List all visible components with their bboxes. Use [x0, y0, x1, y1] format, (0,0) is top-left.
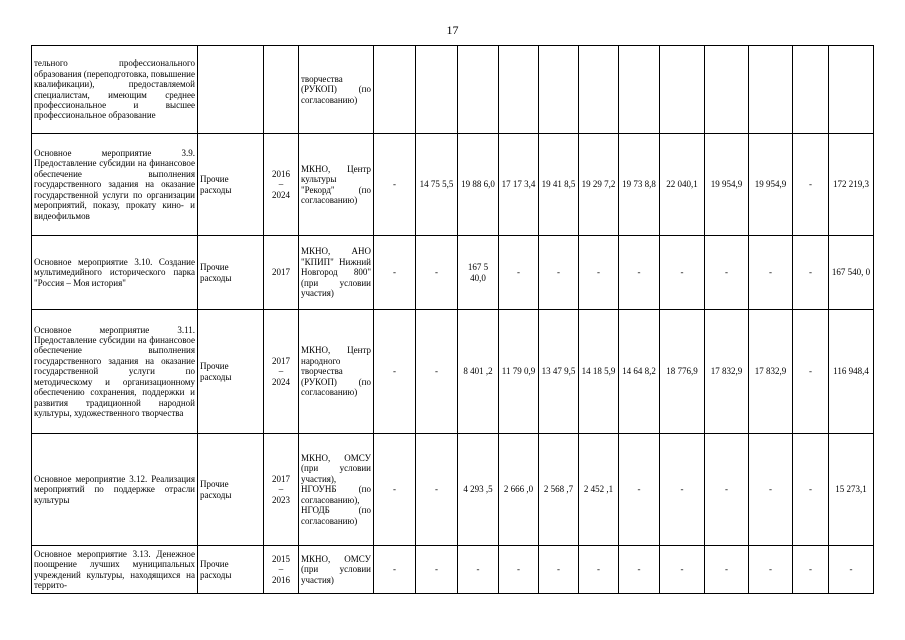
- funding-source-cell: [198, 46, 264, 134]
- funding-value-cell: -: [374, 546, 416, 594]
- funding-value-cell: 17 832,9: [749, 310, 793, 434]
- funding-source-cell: Прочие расходы: [198, 434, 264, 546]
- funding-value-cell: [539, 46, 579, 134]
- years-cell: [264, 434, 299, 546]
- funding-value-cell: 8 401 ,2: [458, 310, 499, 434]
- funding-value-cell: -: [539, 236, 579, 310]
- year-line: 2024: [272, 189, 290, 200]
- funding-value-cell: [416, 46, 458, 134]
- funding-value-cell: -: [374, 236, 416, 310]
- funding-value-cell: -: [660, 546, 705, 594]
- funding-value-cell: -: [793, 236, 829, 310]
- funding-value-cell: 167 5 40,0: [458, 236, 499, 310]
- year-line: –: [278, 484, 284, 495]
- funding-value-cell: -: [793, 134, 829, 236]
- activity-name-cell: Основное мероприятие 3.10. Создание мультимедийного исторического парка "Россия – Моя история": [32, 236, 198, 310]
- funding-value-cell: 2 568 ,7: [539, 434, 579, 546]
- years-cell: [264, 134, 299, 236]
- funding-value-cell: -: [416, 236, 458, 310]
- funding-value-cell: [579, 46, 619, 134]
- executor-cell: МКНО, ОМСУ (при условии участия), НГОУНБ (по согласованию), НГОДБ (по согласованию): [299, 434, 374, 546]
- funding-value-cell: 13 47 9,5: [539, 310, 579, 434]
- funding-value-cell: 19 88 6,0: [458, 134, 499, 236]
- total-cell: 116 948,4: [829, 310, 874, 434]
- funding-value-cell: 19 73 8,8: [619, 134, 660, 236]
- total-cell: 15 273,1: [829, 434, 874, 546]
- year-line: 2024: [272, 376, 290, 387]
- funding-value-cell: -: [374, 310, 416, 434]
- page-number: 17: [446, 23, 459, 37]
- executor-cell: МКНО, Центр культуры "Рекорд" (по согласованию): [299, 134, 374, 236]
- funding-value-cell: [458, 46, 499, 134]
- activity-name-cell: тельного профессионального образования (переподготовка, повышение квалификации), предоставляемой специалистам, имеющим среднее профессиональное и высшее профессиональное образование: [32, 46, 198, 134]
- total-cell: 172 219,3: [829, 134, 874, 236]
- funding-value-cell: -: [416, 434, 458, 546]
- funding-value-cell: -: [579, 236, 619, 310]
- funding-value-cell: 17 17 3,4: [499, 134, 539, 236]
- activity-name-cell: Основное мероприятие 3.9. Предоставление субсидии на финансовое обеспечение выполнения государственного задания на оказание государственной услуги по организации мероприятий, показу, прокату кино- и видеофильмов: [32, 134, 198, 236]
- funding-value-cell: -: [793, 546, 829, 594]
- funding-value-cell: -: [660, 236, 705, 310]
- total-cell: -: [829, 546, 874, 594]
- funding-value-cell: 14 75 5,5: [416, 134, 458, 236]
- funding-value-cell: -: [749, 546, 793, 594]
- funding-value-cell: -: [619, 434, 660, 546]
- funding-value-cell: -: [374, 434, 416, 546]
- funding-value-cell: -: [619, 546, 660, 594]
- funding-value-cell: -: [749, 434, 793, 546]
- funding-value-cell: 19 954,9: [749, 134, 793, 236]
- funding-value-cell: -: [416, 310, 458, 434]
- funding-value-cell: [499, 46, 539, 134]
- total-cell: [829, 46, 874, 134]
- funding-value-cell: 18 776,9: [660, 310, 705, 434]
- year-line: –: [278, 179, 284, 190]
- budget-table: [31, 45, 874, 594]
- table-row: [32, 46, 874, 134]
- year-line: 2015: [272, 553, 290, 564]
- funding-value-cell: -: [749, 236, 793, 310]
- funding-value-cell: 14 64 8,2: [619, 310, 660, 434]
- funding-value-cell: -: [705, 236, 749, 310]
- funding-value-cell: 14 18 5,9: [579, 310, 619, 434]
- funding-source-cell: Прочие расходы: [198, 134, 264, 236]
- funding-value-cell: 4 293 ,5: [458, 434, 499, 546]
- table-row: [32, 546, 874, 594]
- activity-name-cell: Основное мероприятие 3.12. Реализация мероприятий по поддержке отрасли культуры: [32, 434, 198, 546]
- funding-value-cell: 22 040,1: [660, 134, 705, 236]
- years-cell: [264, 310, 299, 434]
- activity-name-cell: Основное мероприятие 3.13. Денежное поощрение лучших муниципальных учреждений культуры, находящихся на террито-: [32, 546, 198, 594]
- funding-value-cell: -: [705, 434, 749, 546]
- funding-value-cell: -: [416, 546, 458, 594]
- funding-value-cell: -: [793, 434, 829, 546]
- year-line: 2017: [272, 355, 290, 366]
- funding-value-cell: [749, 46, 793, 134]
- funding-value-cell: -: [705, 546, 749, 594]
- funding-value-cell: [619, 46, 660, 134]
- funding-value-cell: 11 79 0,9: [499, 310, 539, 434]
- years-cell: [264, 46, 299, 134]
- year-line: 2016: [272, 168, 290, 179]
- funding-value-cell: -: [374, 134, 416, 236]
- funding-value-cell: [793, 46, 829, 134]
- funding-value-cell: 2 452 ,1: [579, 434, 619, 546]
- funding-value-cell: -: [579, 546, 619, 594]
- funding-source-cell: Прочие расходы: [198, 546, 264, 594]
- funding-source-cell: Прочие расходы: [198, 310, 264, 434]
- funding-value-cell: [705, 46, 749, 134]
- funding-value-cell: -: [793, 310, 829, 434]
- years-cell: [264, 236, 299, 310]
- year-line: –: [278, 564, 284, 575]
- executor-cell: МКНО, Центр народного творчества (РУКОП) (по согласованию): [299, 310, 374, 434]
- funding-value-cell: -: [458, 546, 499, 594]
- year-line: 2017: [272, 267, 290, 278]
- activity-name-cell: Основное мероприятие 3.11. Предоставление субсидии на финансовое обеспечение выполнения государственного задания на оказание государственной услуги по методическому и организационному обеспечению сохранения, поддержки и развития традиционной народной культуры, художественного творчества: [32, 310, 198, 434]
- funding-value-cell: [660, 46, 705, 134]
- year-line: –: [278, 366, 284, 377]
- funding-value-cell: 19 954,9: [705, 134, 749, 236]
- executor-cell: МКНО, АНО "КПИП" Нижний Новгород 800" (при условии участия): [299, 236, 374, 310]
- executor-cell: МКНО, ОМСУ (при условии участия): [299, 546, 374, 594]
- table-row: [32, 236, 874, 310]
- funding-value-cell: -: [499, 546, 539, 594]
- funding-value-cell: -: [660, 434, 705, 546]
- year-line: 2023: [272, 494, 290, 505]
- table-row: [32, 434, 874, 546]
- executor-cell: творчества (РУКОП) (по согласованию): [299, 46, 374, 134]
- funding-source-cell: Прочие расходы: [198, 236, 264, 310]
- funding-value-cell: 2 666 ,0: [499, 434, 539, 546]
- funding-value-cell: -: [539, 546, 579, 594]
- year-line: 2017: [272, 473, 290, 484]
- funding-value-cell: -: [619, 236, 660, 310]
- funding-value-cell: 17 832,9: [705, 310, 749, 434]
- year-line: 2016: [272, 574, 290, 585]
- years-cell: [264, 546, 299, 594]
- funding-value-cell: -: [499, 236, 539, 310]
- funding-value-cell: [374, 46, 416, 134]
- table-row: [32, 310, 874, 434]
- funding-value-cell: 19 41 8,5: [539, 134, 579, 236]
- funding-value-cell: 19 29 7,2: [579, 134, 619, 236]
- total-cell: 167 540, 0: [829, 236, 874, 310]
- table-row: [32, 134, 874, 236]
